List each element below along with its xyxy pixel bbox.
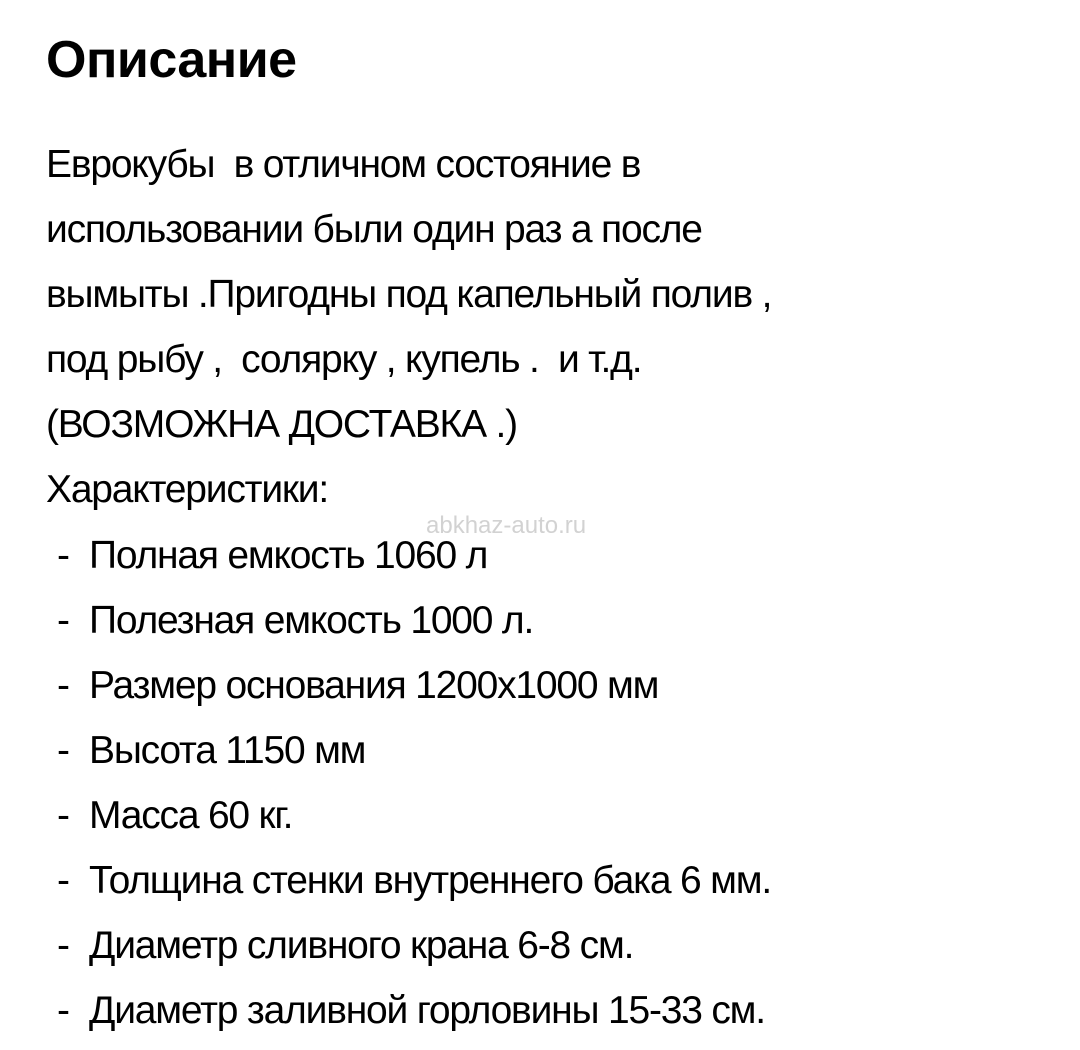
spec-item [57, 653, 1067, 718]
description-line: (ВОЗМОЖНА ДОСТАВКА .) [46, 403, 517, 446]
list-dash: - [57, 729, 69, 772]
description-line: Еврокубы в отличном состояние в [46, 143, 641, 186]
spec-text: Диаметр сливного крана 6-8 см. [89, 924, 634, 967]
spec-text: Диаметр заливной горловины 15-33 см. [89, 989, 765, 1032]
section-heading: Описание [46, 31, 297, 89]
list-dash: - [57, 664, 69, 707]
list-dash: - [57, 924, 69, 967]
spec-text: Масса 60 кг. [89, 794, 293, 837]
description-line: использовании были один раз а после [46, 208, 702, 251]
spec-text: Высота 1150 мм [89, 729, 366, 772]
list-dash: - [57, 859, 69, 902]
spec-text: Толщина стенки внутреннего бака 6 мм. [89, 859, 771, 902]
list-dash: - [57, 534, 69, 577]
watermark: abkhaz-auto.ru [426, 512, 587, 539]
spec-item [57, 783, 1067, 848]
spec-item [57, 523, 1067, 588]
spec-list [57, 523, 1067, 1043]
characteristics-label: Характеристики: [46, 468, 329, 511]
spec-item [57, 848, 1067, 913]
list-dash: - [57, 989, 69, 1032]
list-dash: - [57, 599, 69, 642]
spec-item [57, 978, 1067, 1043]
description-line: вымыты .Пригодны под капельный полив , [46, 273, 772, 316]
description-text [46, 132, 1056, 522]
spec-item [57, 718, 1067, 783]
description-line: под рыбу , солярку , купель . и т.д. [46, 338, 642, 381]
spec-text: Полезная емкость 1000 л. [89, 599, 534, 642]
spec-text: Размер основания 1200х1000 мм [89, 664, 659, 707]
list-dash: - [57, 794, 69, 837]
spec-text: Полная емкость 1060 л [89, 534, 488, 577]
spec-item [57, 913, 1067, 978]
spec-item [57, 588, 1067, 653]
